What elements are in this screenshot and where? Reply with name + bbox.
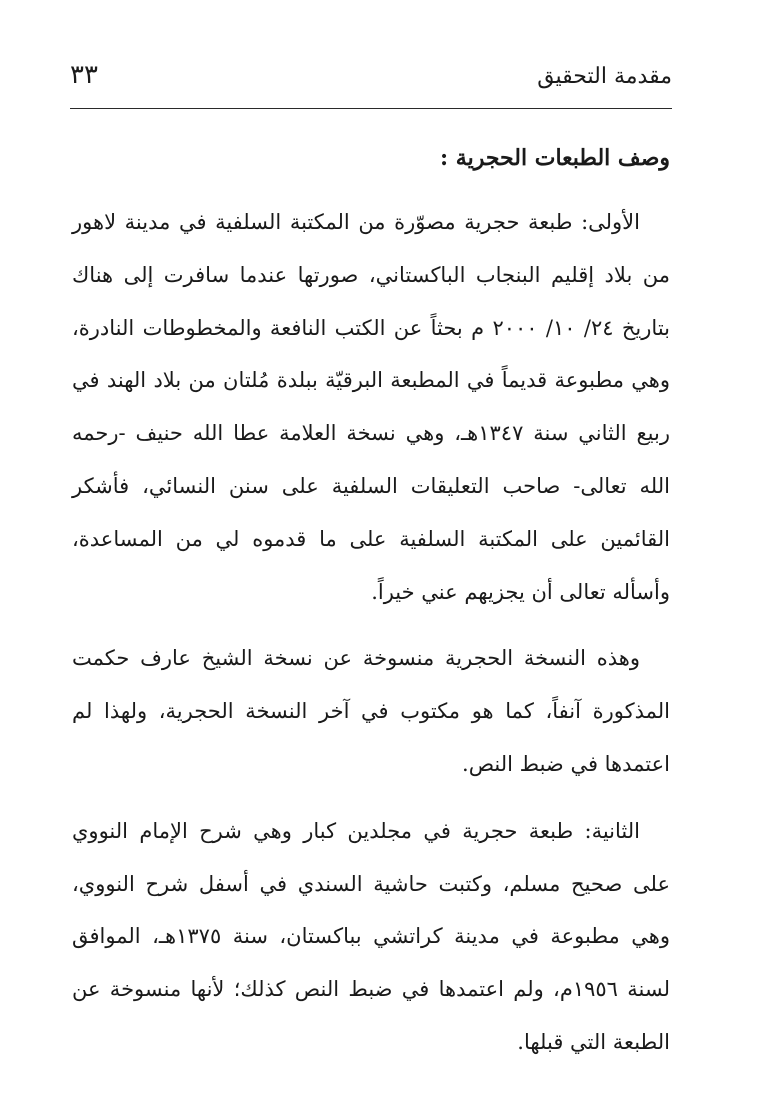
page-number: ٣٣ <box>70 60 98 90</box>
header-rule <box>70 108 672 109</box>
running-header <box>70 58 672 98</box>
section-heading: وصف الطبعات الحجرية : <box>440 145 670 171</box>
paragraph-copy-note: وهذه النسخة الحجرية منسوخة عن نسخة الشيخ عارف حكمت المذكورة آنفاً، كما هو مكتوب في آخر النسخة الحجرية، ولهذا لم اعتمدها في ضبط النص. <box>72 646 670 776</box>
paragraph-second-edition: الثانية: طبعة حجرية في مجلدين كبار وهي شرح الإمام النووي على صحيح مسلم، وكتبت حاشية السندي في أسفل شرح النووي، وهي مطبوعة في مدينة كراتشي بباكستان، سنة ١٣٧٥هـ، الموافق لسنة ١٩٥٦م، ولم اعتمدها في ضبط النص كذلك؛ لأنها منسوخة عن الطبعة التي قبلها. <box>72 818 670 1054</box>
paragraph-first-edition: الأولى: طبعة حجرية مصوّرة من المكتبة السلفية في مدينة لاهور من بلاد إقليم البنجاب الباكستاني، صورتها عندما سافرت إلى هناك بتاريخ ٢٤/ ١٠/ ٢٠٠٠ م بحثاً عن الكتب النافعة والمخطوطات النادرة، وهي مطبوعة قديماً في المطبعة البرقيّة ببلدة مُلتان من بلاد الهند في ربيع الثاني سنة ١٣٤٧هـ، وهي نسخة العلامة عطا الله حنيف -رحمه الله تعالى- صاحب التعليقات السلفية على سنن النسائي، فأشكر القائمين على المكتبة السلفية على ما قدموه لي من المساعدة، وأسأله تعالى أن يجزيهم عني خيراً. <box>72 210 671 604</box>
running-title: مقدمة التحقيق <box>537 64 672 89</box>
body-text <box>72 140 670 1069</box>
